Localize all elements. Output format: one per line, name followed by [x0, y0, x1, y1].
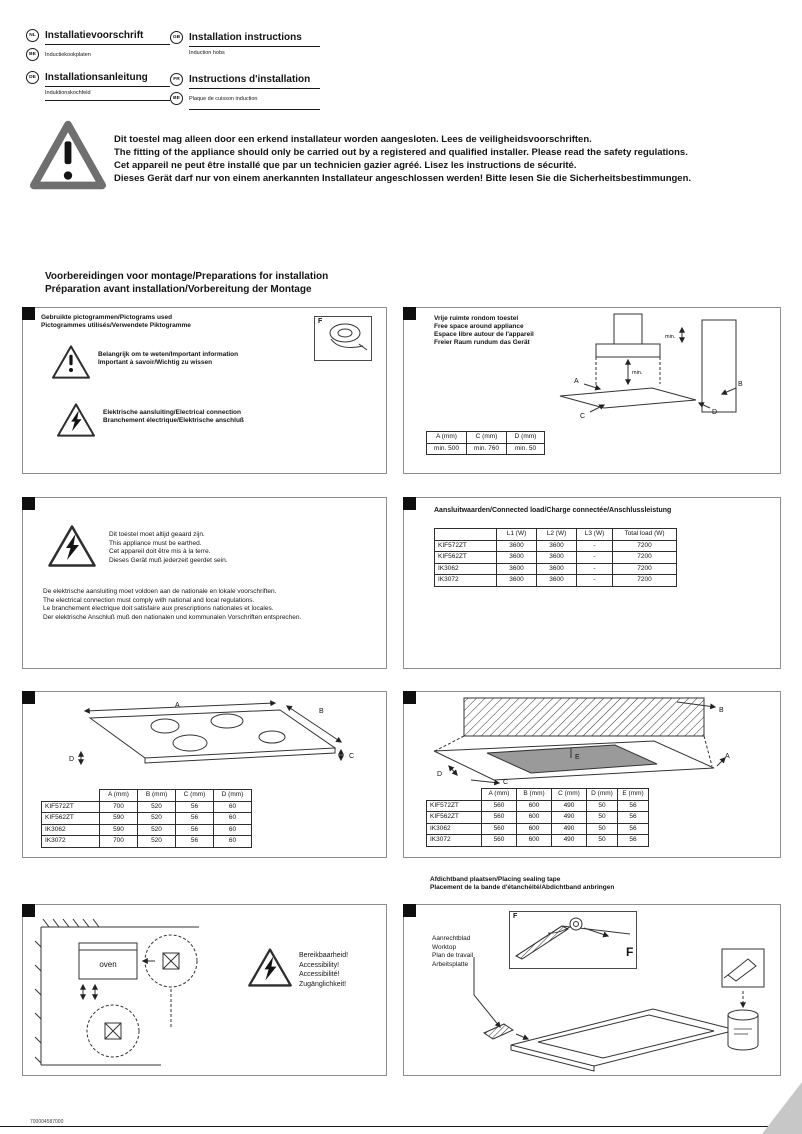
table-row	[42, 801, 252, 813]
value-cell: 3600	[537, 540, 577, 552]
value-cell: 56	[176, 813, 214, 825]
diagram-label-a: A	[725, 753, 730, 760]
earthing-line: Dit toestel moet altijd geaard zijn.	[109, 531, 205, 538]
worktop-label-line: Plan de travail	[432, 952, 474, 959]
value-cell: 60	[214, 824, 252, 836]
diagram-label-c: C	[580, 413, 586, 420]
electrical-note	[103, 409, 244, 425]
header-cell: A (mm)	[482, 789, 517, 801]
value-cell: 56	[618, 835, 649, 847]
diagram-label-d: D	[69, 756, 75, 763]
model-cell: IK3062	[42, 824, 100, 836]
value-cell: 56	[176, 824, 214, 836]
value-cell: 50	[587, 812, 618, 824]
accessibility-line: Zugänglichkeit!	[299, 980, 347, 988]
panel-corner-marker	[403, 497, 416, 510]
important-note-line2: Important à savoir/Wichtig zu wissen	[98, 359, 213, 366]
worktop-label-line: Aanrechtblad	[432, 935, 471, 942]
table-row	[427, 800, 649, 812]
value-cell: 50	[587, 823, 618, 835]
value-cell: 56	[176, 836, 214, 848]
header-cell: C (mm)	[552, 789, 587, 801]
safety-warning-icon	[30, 113, 106, 197]
panel-free-space	[403, 307, 781, 474]
section-title-line2: Préparation avant installation/Vorbereitung der Montage	[45, 283, 312, 295]
table-row	[42, 836, 252, 848]
model-cell: KIF572ZT	[427, 800, 482, 812]
lang-title: Installation instructions	[189, 32, 302, 43]
worktop-label-line: Worktop	[432, 943, 457, 951]
model-cell: IK3072	[427, 835, 482, 847]
regulations-note	[43, 588, 301, 622]
electrical-note-line2: Branchement électrique/Elektrische anschluß	[103, 417, 244, 424]
header-cell: D (mm)	[214, 790, 252, 802]
diagram-label-a: A	[574, 378, 579, 385]
value-cell: 3600	[497, 540, 537, 552]
table-row	[435, 529, 677, 541]
value-cell: 560	[482, 823, 517, 835]
footer-rule	[0, 1126, 802, 1127]
value-cell: -	[577, 575, 613, 587]
panel-sealing-tape	[403, 904, 781, 1076]
important-note	[98, 351, 238, 367]
value-cell: 600	[517, 835, 552, 847]
model-cell: KIF562ZT	[42, 813, 100, 825]
regulation-line: Der elektrische Anschluß muß den nationalen und kommunalen Vorschriften entsprechen.	[43, 613, 302, 621]
electrical-warning-icon	[56, 402, 96, 438]
tape-coil-icon	[315, 317, 371, 360]
lang-block-nl	[26, 28, 170, 61]
value-cell: 56	[176, 801, 214, 813]
cutout-diagram	[419, 696, 769, 784]
section-title	[45, 271, 328, 296]
header-cell: B (mm)	[138, 790, 176, 802]
lang-block-de	[26, 70, 170, 104]
panel-corner-marker	[22, 307, 35, 320]
earthing-line: This appliance must be earthed.	[109, 539, 202, 547]
diagram-label-min: min.	[632, 370, 643, 376]
free-space-title-line: Free space around appliance	[434, 323, 524, 330]
diagram-label-min: min.	[665, 334, 676, 340]
model-cell: KIF562ZT	[435, 552, 497, 564]
value-cell: 50	[587, 800, 618, 812]
value-cell: 56	[618, 812, 649, 824]
lang-title: Installatievoorschrift	[45, 30, 144, 41]
free-space-table	[426, 431, 545, 455]
lang-title-row	[170, 73, 320, 86]
cutout-dimensions-table	[426, 788, 649, 847]
accessibility-note	[299, 951, 348, 989]
connected-load-title: Aansluitwaarden/Connected load/Charge connectée/Anschlussleistung	[434, 507, 672, 514]
accessibility-line: Bereikbaarheid!	[299, 952, 349, 959]
value-cell: 7200	[613, 575, 677, 587]
lang-title: Installationsanleitung	[45, 72, 148, 83]
sealing-heading-line1: Afdichtband plaatsen/Placing sealing tape	[430, 876, 561, 883]
value-cell: 560	[482, 835, 517, 847]
lang-block-gb	[170, 30, 320, 56]
model-cell: IK3072	[42, 836, 100, 848]
diagram-label-c: C	[349, 753, 355, 760]
divider	[189, 46, 320, 47]
value-cell: 60	[214, 801, 252, 813]
value-cell: 7200	[613, 552, 677, 564]
value-cell: 490	[552, 800, 587, 812]
value-cell: 590	[100, 824, 138, 836]
value-cell: 520	[138, 836, 176, 848]
lang-subtitle: Inductiekookplaten	[45, 51, 91, 58]
table-row	[435, 575, 677, 587]
electrical-warning-icon	[47, 524, 97, 568]
panel-corner-marker	[22, 497, 35, 510]
panel-cutout-dimensions	[403, 691, 781, 858]
lang-badge-fr: FR	[170, 73, 183, 86]
table-row	[42, 790, 252, 802]
tape-apply-figure	[509, 911, 637, 969]
earthing-line: Cet appareil doit être mis à la terre.	[109, 548, 211, 555]
panel-corner-marker	[403, 904, 416, 917]
diagram-label-b: B	[738, 381, 743, 388]
electrical-note-line1: Elektrische aansluiting/Electrical connection	[103, 409, 241, 416]
value-cell: 60	[214, 836, 252, 848]
table-row	[435, 563, 677, 575]
value-cell: 520	[138, 824, 176, 836]
lang-badge-de: DE	[26, 71, 39, 84]
header-cell: A (mm)	[427, 432, 467, 444]
value-cell: 60	[214, 813, 252, 825]
model-cell: IK3062	[427, 823, 482, 835]
oven-cabinet-diagram	[31, 913, 286, 1071]
tape-apply-sketch	[510, 912, 636, 966]
value-cell: -	[577, 540, 613, 552]
diagram-label-b: B	[319, 708, 324, 715]
panel-corner-marker	[403, 691, 416, 704]
earthing-note	[109, 531, 228, 565]
header-cell: L3 (W)	[577, 529, 613, 541]
free-space-title	[434, 315, 534, 347]
model-cell: IK3062	[435, 563, 497, 575]
value-cell: 7200	[613, 540, 677, 552]
lang-badge-be: BE	[26, 48, 39, 61]
divider	[45, 100, 170, 101]
tape-position-label: F	[626, 945, 634, 959]
model-cell: KIF572ZT	[42, 801, 100, 813]
accessibility-line: Accessibilité!	[299, 971, 340, 978]
diagram-label-b: B	[719, 707, 724, 714]
panel-connected-load	[403, 497, 781, 669]
diagram-label-a: A	[175, 702, 180, 709]
safety-line: Dieses Gerät darf nur von einem anerkannten Installateur angeschlossen werden! Bitte lesen Sie die Sicherheitsbestimmungen.	[114, 173, 692, 184]
sealing-tape-figure	[314, 316, 372, 361]
diagram-label-d: D	[712, 409, 718, 416]
value-cell: -	[577, 552, 613, 564]
table-row	[435, 540, 677, 552]
divider	[189, 88, 320, 89]
sealing-heading	[430, 876, 614, 892]
value-cell: 3600	[497, 552, 537, 564]
important-note-line1: Belangrijk om te weten/Important information	[98, 351, 239, 358]
hob-dimensions-table	[41, 789, 252, 848]
value-cell: min. 50	[507, 443, 545, 455]
lang-block-fr	[170, 72, 320, 113]
divider	[45, 44, 170, 45]
panel-hob-dimensions	[22, 691, 387, 858]
value-cell: 700	[100, 836, 138, 848]
value-cell: 600	[517, 823, 552, 835]
lang-subtitle: Plaque de cuisson induction	[189, 95, 258, 102]
value-cell: 520	[138, 801, 176, 813]
sealing-heading-line2: Placement de la bande d'étanchéité/Abdichtband anbringen	[430, 884, 615, 891]
header-cell	[42, 790, 100, 802]
panel-accessibility	[22, 904, 387, 1076]
value-cell: 490	[552, 823, 587, 835]
diagram-label-e: E	[575, 754, 580, 761]
header-cell	[435, 529, 497, 541]
value-cell: 490	[552, 812, 587, 824]
value-cell: 490	[552, 835, 587, 847]
table-row	[427, 812, 649, 824]
panel-pictograms	[22, 307, 387, 474]
lang-subtitle: Induktionskochfeld	[45, 90, 91, 96]
table-row	[42, 813, 252, 825]
doc-code: 700004587000	[30, 1119, 64, 1125]
lang-title-row	[170, 31, 320, 44]
table-row	[427, 443, 545, 455]
electrical-warning-icon	[247, 947, 293, 988]
lang-badge-nl: NL	[26, 29, 39, 42]
pictograms-title-line1: Gebruikte pictogrammen/Pictograms used	[41, 314, 173, 321]
oven-label: oven	[99, 960, 117, 969]
header-cell: E (mm)	[618, 789, 649, 801]
section-title-line1: Voorbereidingen voor montage/Preparations for installation	[45, 271, 329, 282]
hob-dimensions-diagram	[35, 698, 380, 786]
diagram-label-c: C	[503, 779, 509, 786]
header-cell: Total load (W)	[613, 529, 677, 541]
connected-load-table	[434, 528, 677, 587]
value-cell: 50	[587, 835, 618, 847]
header-cell: B (mm)	[517, 789, 552, 801]
value-cell: 3600	[537, 575, 577, 587]
regulation-line: The electrical connection must comply with national and local regulations.	[43, 596, 255, 604]
header-cell	[427, 789, 482, 801]
table-row	[427, 789, 649, 801]
safety-line: The fitting of the appliance should only be carried out by a registered and qualified installer. Please read the safety regulations.	[114, 147, 688, 158]
value-cell: 560	[482, 800, 517, 812]
value-cell: -	[577, 563, 613, 575]
regulation-line: De elektrische aansluiting moet voldoen aan de nationale en lokale voorschriften.	[43, 588, 277, 595]
value-cell: 56	[618, 823, 649, 835]
value-cell: min. 760	[467, 443, 507, 455]
lang-subtitle: Induction hobs	[189, 50, 225, 56]
lang-badge-gb: GB	[170, 31, 183, 44]
header-cell: D (mm)	[587, 789, 618, 801]
panel-corner-marker	[403, 307, 416, 320]
free-space-title-line: Freier Raum rundum das Gerät	[434, 339, 530, 346]
safety-line: Dit toestel mag alleen door een erkend installateur worden aangesloten. Lees de veiligheidsvoorschriften.	[114, 134, 592, 145]
worktop-label-line: Arbeitsplatte	[432, 960, 469, 968]
panel-corner-marker	[22, 691, 35, 704]
header-cell: A (mm)	[100, 790, 138, 802]
lang-badge-be2: BE	[170, 92, 183, 105]
divider	[189, 109, 320, 110]
panel-earthing	[22, 497, 387, 669]
lang-subtitle-row	[26, 48, 170, 61]
lang-subtitle-row	[170, 92, 320, 105]
diagram-label-d: D	[437, 771, 443, 778]
regulation-line: Le branchement électrique doit satisfaire aux prescriptions nationales et locales.	[43, 605, 274, 612]
value-cell: 590	[100, 813, 138, 825]
value-cell: 600	[517, 812, 552, 824]
pictograms-title-line2: Pictogrammes utilisés/Verwendete Piktogramme	[41, 322, 191, 329]
lang-title: Instructions d'installation	[189, 74, 311, 85]
value-cell: 600	[517, 800, 552, 812]
value-cell: 3600	[497, 563, 537, 575]
sealing-tape-figure-label: F	[318, 318, 323, 325]
table-row	[42, 824, 252, 836]
value-cell: 3600	[537, 552, 577, 564]
worktop-labels	[432, 935, 473, 969]
free-space-diagram	[532, 312, 774, 432]
table-row	[427, 835, 649, 847]
value-cell: 7200	[613, 563, 677, 575]
table-row	[427, 432, 545, 444]
divider	[45, 86, 170, 87]
header-cell: L1 (W)	[497, 529, 537, 541]
value-cell: 520	[138, 813, 176, 825]
free-space-title-line: Vrije ruimte rondom toestel	[434, 315, 519, 322]
value-cell: 700	[100, 801, 138, 813]
value-cell: min. 500	[427, 443, 467, 455]
free-space-title-line: Espace libre autour de l'appareil	[434, 331, 534, 338]
model-cell: KIF572ZT	[435, 540, 497, 552]
value-cell: 560	[482, 812, 517, 824]
safety-warning-text	[114, 133, 691, 185]
value-cell: 3600	[537, 563, 577, 575]
header-cell: D (mm)	[507, 432, 545, 444]
safety-line: Cet appareil ne peut être installé que par un technicien gazier agréé. Lisez les instructions de sécurité.	[114, 160, 577, 171]
lang-title-row	[26, 71, 170, 84]
header-cell: C (mm)	[467, 432, 507, 444]
model-cell: IK3072	[435, 575, 497, 587]
table-row	[435, 552, 677, 564]
header-cell: C (mm)	[176, 790, 214, 802]
lang-title-row	[26, 29, 170, 42]
important-warning-icon	[51, 344, 91, 380]
value-cell: 56	[618, 800, 649, 812]
table-row	[427, 823, 649, 835]
model-cell: KIF562ZT	[427, 812, 482, 824]
value-cell: 3600	[497, 575, 537, 587]
header-cell: L2 (W)	[537, 529, 577, 541]
pictograms-title	[41, 314, 191, 330]
earthing-line: Dieses Gerät muß jederzeit geerdet sein.	[109, 556, 228, 564]
tape-apply-figure-label: F	[513, 913, 518, 920]
accessibility-line: Accessibility!	[299, 961, 340, 969]
page-curl	[762, 1082, 802, 1134]
